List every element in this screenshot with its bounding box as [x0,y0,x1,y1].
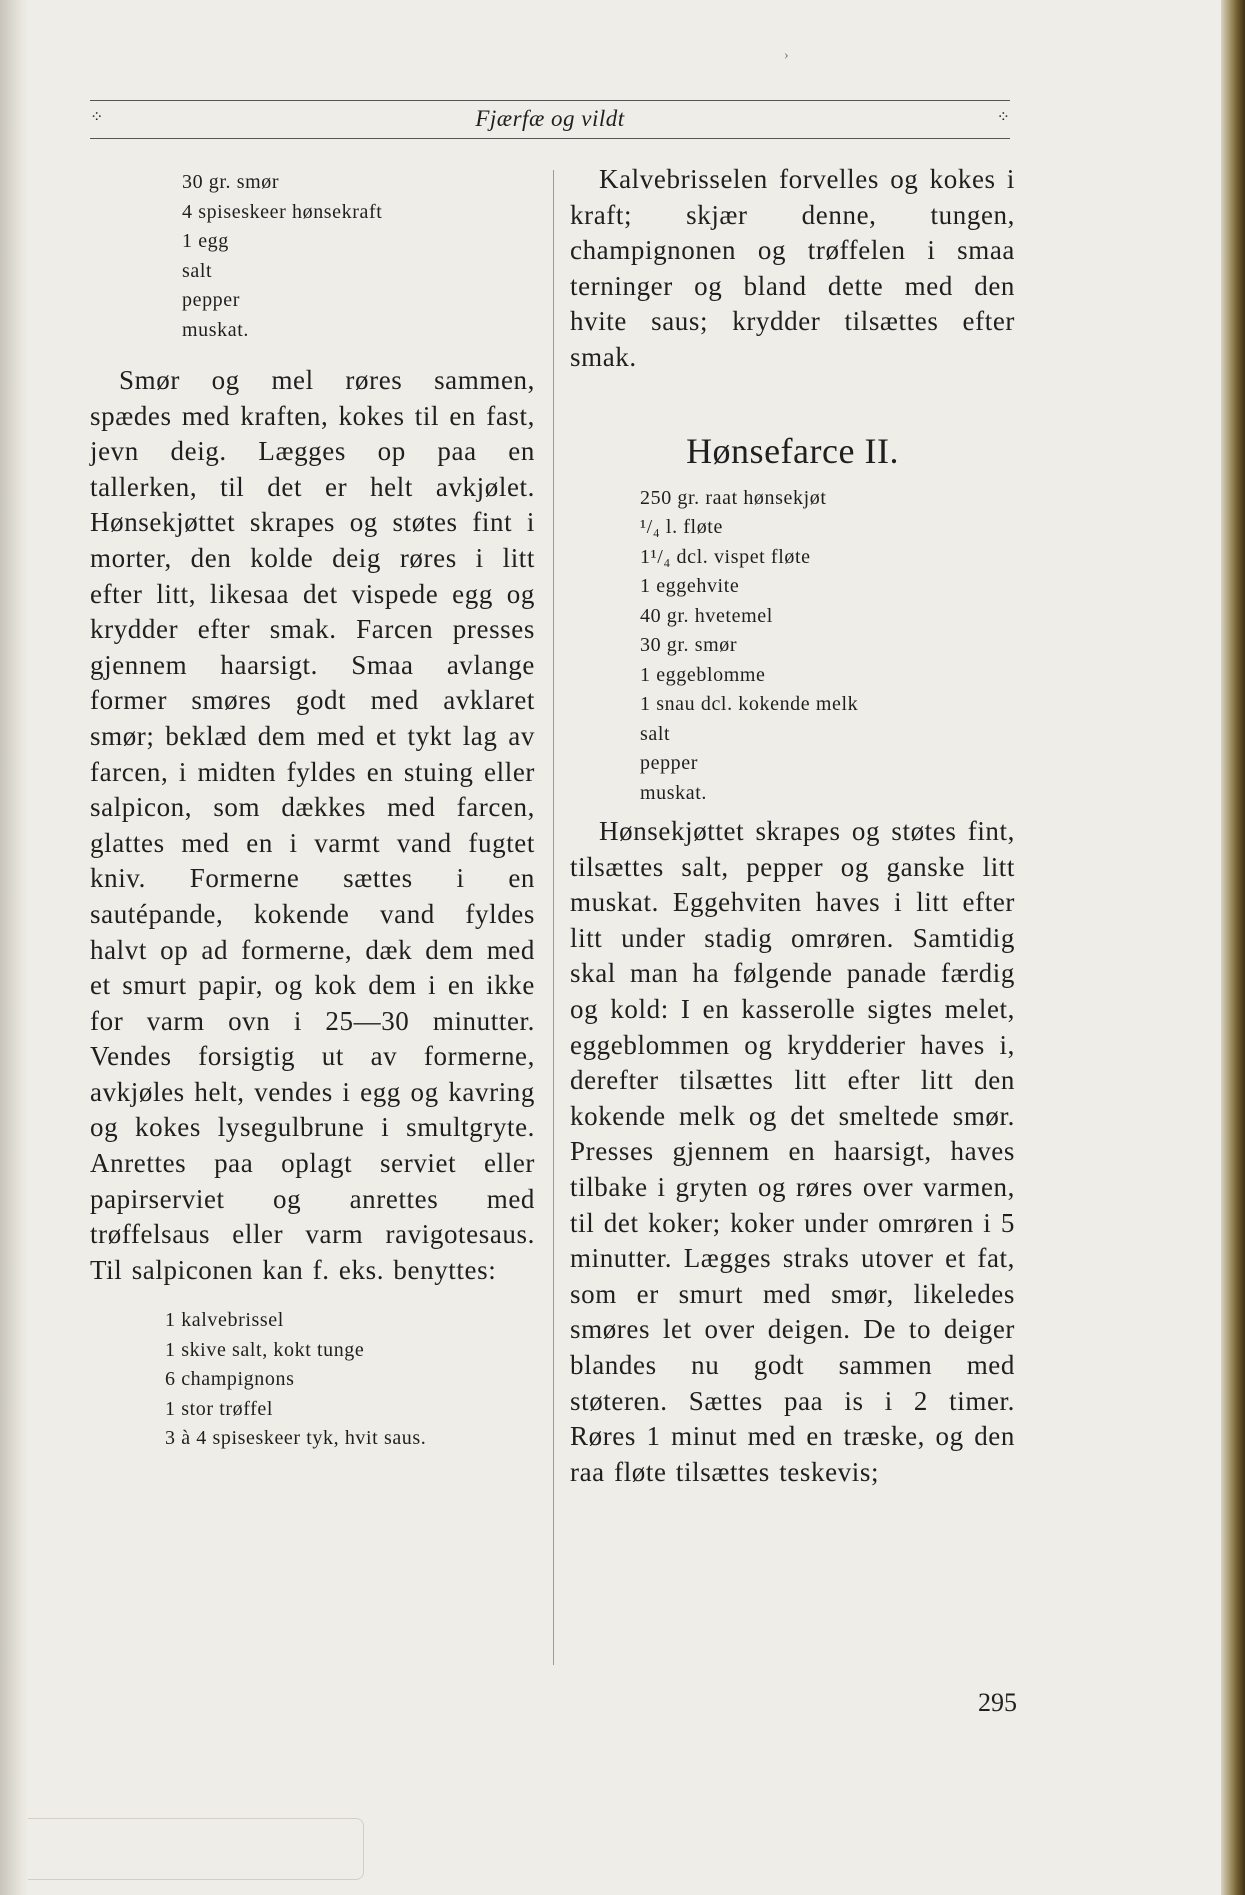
recipe-instructions: Smør og mel røres sammen, spædes med kraften, kokes til en fast, jevn deig. Lægges op paa en tallerken, til det er helt avkjølet. Hønsekjøttet skrapes og støtes fint i morter, den kolde deig røres i litt efter litt, likesaa det vispede egg og krydder efter smak. Farcen presses gjennem haarsigt. Smaa avlange former smøres godt med avklaret smør; beklæd dem med et tykt lag av farcen, i midten fyldes en stuing eller salpicon, som dækkes med farcen, glattes med en i varmt vand fugtet kniv. Formerne sættes i en sautépande, kokende vand fyldes halvt op ad formerne, dæk dem med et smurt papir, og kok dem i en ikke for varm ovn i 25—30 minutter. Vendes forsigtig ut av formerne, avkjøles helt, vendes i egg og kavring og kokes lysegulbrune i smultgryte. Anrettes paa oplagt serviet eller papirserviet og anrettes med trøffelsaus eller varm ravigotesaus. Til salpiconen kan f. eks. benyttes: [90,365,535,1285]
ingredient-list [90,168,535,345]
ingredient-item: 3 à 4 spiseskeer tyk, hvit saus. [165,1427,427,1450]
ingredient-item: 1 egg [182,230,229,252]
left-column [90,168,535,1454]
recipe-instructions: Kalvebrisselen forvelles og kokes i kraft; skjær denne, tungen, champignonen og trøffelen i smaa terninger og bland dette med den hvite saus; krydder tilsættes efter smak. [570,164,1015,372]
ingredient-item: 30 gr. smør [182,171,280,193]
running-header [90,100,1010,140]
header-rule-bottom [90,138,1010,139]
ingredient-item: 1 skive salt, kokt tunge [165,1338,365,1361]
ingredient-item: ¹/₄ l. fløte [640,516,723,539]
ingredient-list [90,1306,535,1454]
page-number: 295 [978,1688,1017,1717]
ingredient-item: 4 spiseskeer hønsekraft [182,200,383,223]
page-corner-mark [28,1818,364,1880]
ingredient-item: salt [640,722,671,745]
right-column [570,162,1015,1490]
header-rule-top [90,100,1010,101]
ingredient-item: 30 gr. smør [640,634,738,657]
ingredient-item: salt [182,259,213,282]
ingredient-item: muskat. [182,318,249,341]
ingredient-item: 1 snau dcl. kokende melk [640,693,859,716]
ingredient-item: 6 champignons [165,1368,295,1391]
column-divider [553,170,554,1665]
ingredient-item: 1 eggehvite [640,575,740,598]
book-cover-edge [1221,0,1245,1895]
ingredient-item: pepper [182,289,241,311]
ornament-icon: ⁘ [90,109,104,126]
ornament-icon: ⁘ [996,109,1010,126]
ingredient-list [570,484,1015,809]
ingredient-item: pepper [640,752,699,775]
page-gutter-shadow [0,0,28,1895]
ingredient-item: 40 gr. hvetemel [640,604,773,627]
recipe-title: Hønsefarce II. [686,430,899,471]
ingredient-item: 1 kalvebrissel [165,1309,284,1332]
ingredient-item: 250 gr. raat hønsekjøt [640,486,827,509]
margin-mark: › [784,48,789,63]
ingredient-item: muskat. [640,781,707,804]
running-header-title: Fjærfæ og vildt [475,106,625,131]
ingredient-item: 1 stor trøffel [165,1397,274,1420]
ingredient-item: 1¹/₄ dcl. vispet fløte [640,545,811,568]
recipe-instructions: Hønsekjøttet skrapes og støtes fint, tilsættes salt, pepper og ganske litt muskat. Eggehviten haves i litt efter litt under stadig omrøren. Samtidig skal man ha følgende panade færdig og kold: I en kasserolle sigtes melet, eggeblommen og krydderier haves i, derefter tilsættes litt efter litt den kokende melk og det smeltede smør. Presses gjennem en haarsigt, haves tilbake i gryten og røres over varmen, til det koker; koker under omrøren i 5 minutter. Lægges straks utover et fat, som er smurt med smør, likeledes smøres let over deigen. De to deiger blandes nu godt sammen med støteren. Sættes paa is i 2 timer. Røres 1 minut med en træske, og den raa fløte tilsættes teskevis; [570,816,1015,1487]
ingredient-item: 1 eggeblomme [640,663,766,686]
